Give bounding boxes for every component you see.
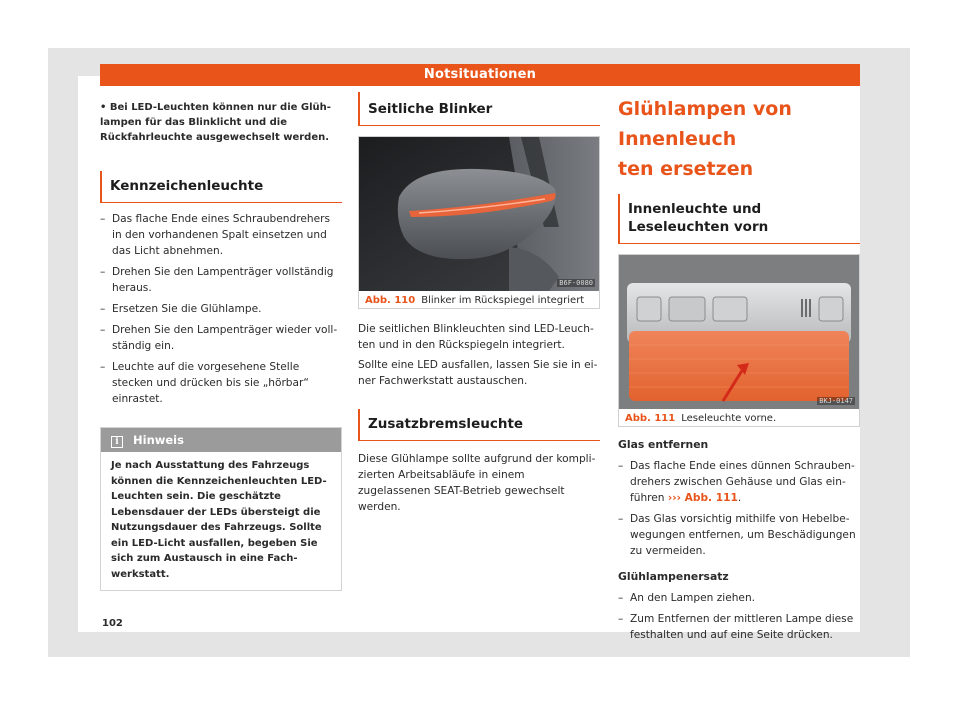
figure-code: B6F-0080	[559, 279, 593, 287]
hint-header	[101, 428, 341, 452]
hint-title: Hinweis	[133, 433, 184, 447]
figure-111	[618, 254, 860, 427]
step-list	[618, 458, 860, 559]
section-heading-innenleuchte: Innenleuchte und Leseleuchten vorn	[618, 194, 860, 244]
section-heading-zusatzbremsleuchte: Zusatzbremsleuchte	[358, 409, 600, 441]
hint-box	[100, 427, 342, 591]
list-item: – Drehen Sie den Lampenträger wieder vollständig ein.	[100, 322, 342, 354]
list-item: – An den Lampen ziehen.	[618, 590, 860, 606]
main-title-line: ten ersetzen	[618, 158, 754, 180]
paragraph: Sollte eine LED ausfallen, lassen Sie sie in einer Fachwerkstatt austauschen.	[358, 359, 598, 387]
page-number: 102	[102, 618, 123, 629]
reading-light-image	[619, 255, 859, 409]
reading-light-illustration	[619, 255, 859, 409]
figure-110	[358, 136, 600, 309]
main-title-line: Glühlampen von Innenleuch	[618, 98, 792, 150]
figure-label: Abb. 111	[625, 413, 676, 424]
figure-label: Abb. 110	[365, 295, 416, 306]
figure-code: BKJ-0147	[819, 397, 853, 405]
list-item: – Zum Entfernen der mittleren Lampe diese festhalten und auf eine Seite drücken.	[618, 611, 860, 643]
step-list	[100, 211, 342, 407]
main-title	[618, 94, 860, 184]
list-item: – Leuchte auf die vorgesehene Stelle stecken und drücken bis sie „hörbar“ einrastet.	[100, 359, 342, 407]
section-heading-kennzeichenleuchte: Kennzeichenleuchte	[100, 171, 342, 203]
list-item-text: Das Glas vorsichtig mithilfe von Hebelbewegungen entfernen, um Beschädigungen zu vermeiden.	[630, 513, 856, 557]
hint-text: Je nach Ausstattung des Fahrzeugs können die Kennzeichenleuchten LED-Leuchten sein. Die geschätzte Lebensdauer der LEDs übersteigt die Nutzungsdauer des Fahrzeugs. Sollte ein LED-Licht ausfallen, begeben Sie sich zum Austausch in eine Fachwerkstatt.	[111, 460, 327, 580]
figure-caption-text: Leseleuchte vorne.	[681, 413, 777, 424]
list-item	[618, 511, 860, 559]
bullet-text: Bei LED-Leuchten können nur die Glühlampen für das Blinklicht und die Rückfahrleuchte ausgewechselt werden.	[100, 102, 331, 143]
subheading-glas-entfernen: Glas entfernen	[618, 438, 709, 451]
list-item: – Drehen Sie den Lampenträger vollständig heraus.	[100, 264, 342, 296]
mirror-image	[359, 137, 599, 291]
section-heading-seitliche-blinker: Seitliche Blinker	[358, 92, 600, 126]
paragraph: Die seitlichen Blinkleuchten sind LED-Leuchten und in den Rückspiegeln integriert.	[358, 323, 594, 351]
info-icon: i	[111, 436, 123, 448]
figure-caption	[619, 409, 859, 426]
mirror-illustration	[359, 137, 599, 291]
figure-caption-text: Blinker im Rückspiegel integriert	[421, 295, 585, 306]
chapter-header: Notsituationen	[100, 64, 860, 86]
paragraph: Diese Glühlampe sollte aufgrund der komplizierten Arbeitsabläufe in einem zugelassenen SEAT-Betrieb gewechselt werden.	[358, 453, 596, 513]
figure-reference-link[interactable]: ››› Abb. 111	[667, 492, 738, 504]
column-middle	[358, 92, 600, 515]
list-item: – Das flache Ende eines Schraubendrehers in den vorhandenen Spalt einsetzen und das Licht abnehmen.	[100, 211, 342, 259]
list-item-tail: .	[737, 492, 742, 504]
column-right	[618, 92, 860, 643]
list-item	[618, 458, 860, 506]
subheading-gluehlampenersatz: Glühlampenersatz	[618, 570, 729, 583]
list-item: – Ersetzen Sie die Glühlampe.	[100, 301, 342, 317]
column-left	[100, 92, 342, 591]
bullet-note: • Bei LED-Leuchten können nur die Glühlampen für das Blinklicht und die Rückfahrleuchte ausgewechselt werden.	[100, 102, 331, 143]
figure-caption	[359, 291, 599, 308]
step-list	[618, 590, 860, 643]
list-item-text: Das flache Ende eines dünnen Schraubendrehers zwischen Gehäuse und Glas einführen	[630, 460, 855, 504]
